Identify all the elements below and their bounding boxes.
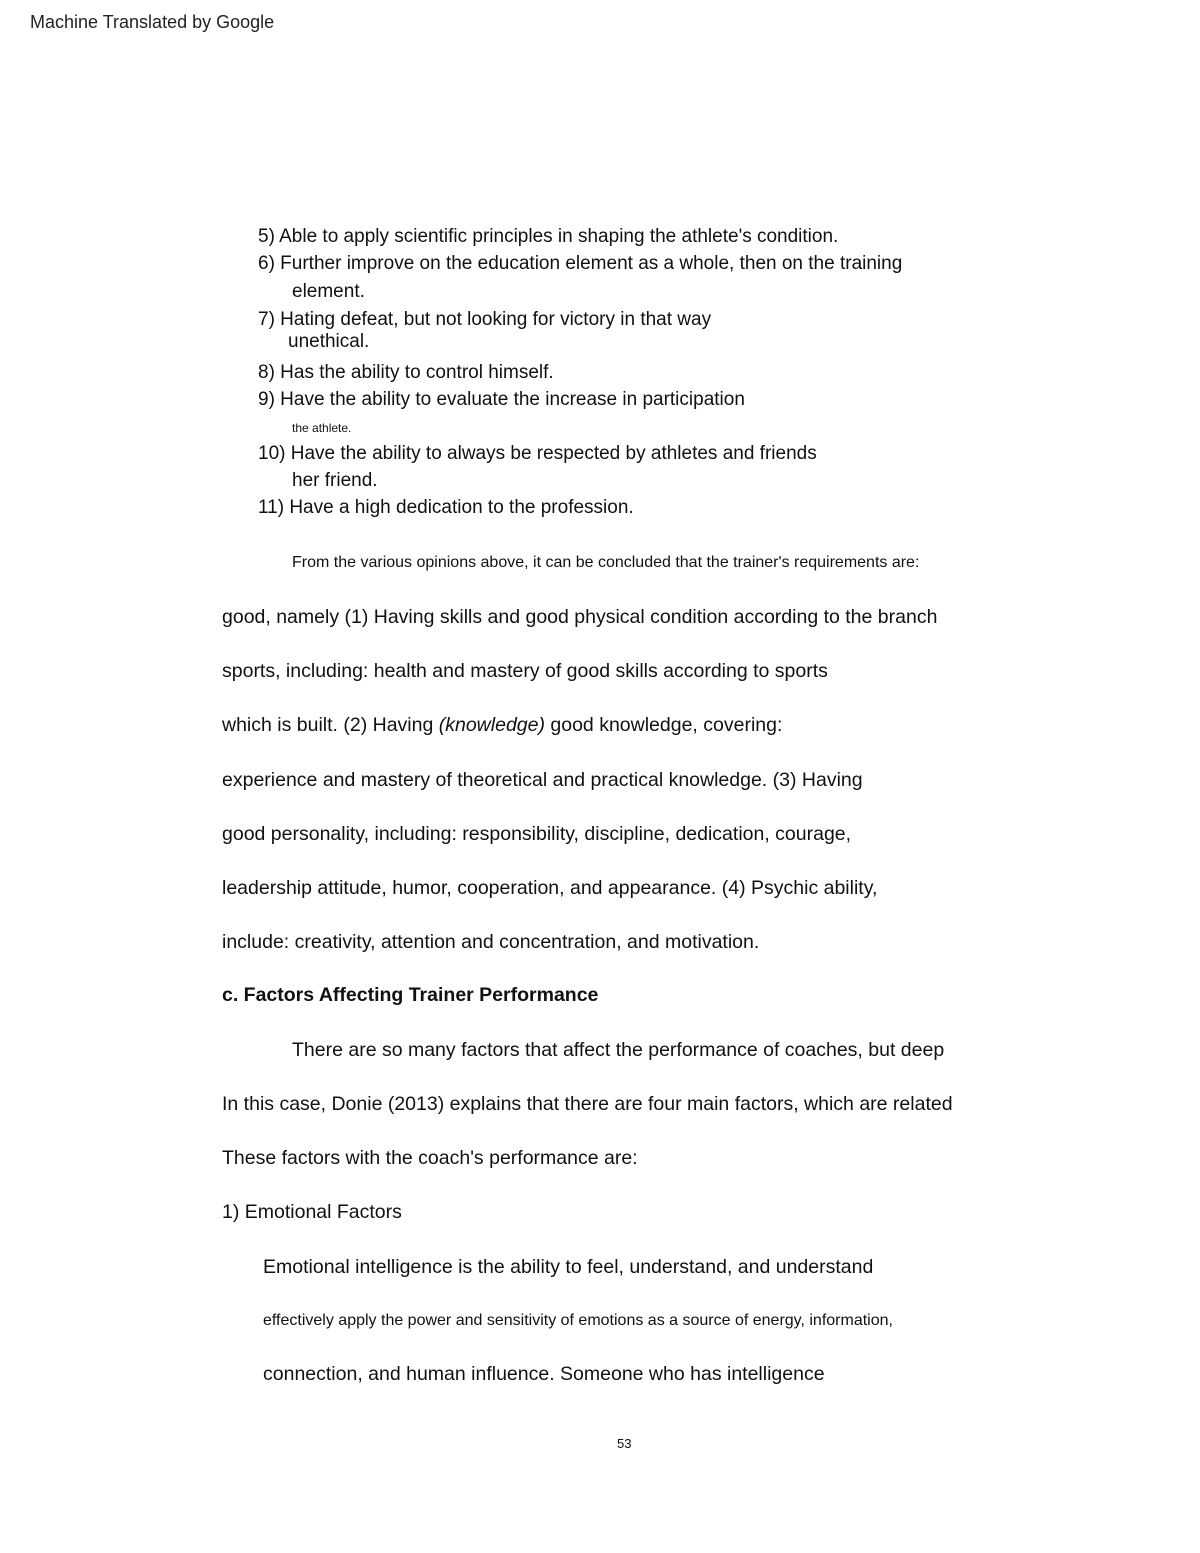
translation-note: Machine Translated by Google [30,12,275,32]
italic-term: (knowledge) [438,714,545,736]
page-number: 53 [617,1436,632,1451]
paragraph-line: include: creativity, attention and concentration, and motivation. [222,931,760,953]
subheading: 1) Emotional Factors [222,1201,402,1223]
list-item-7: 7) Hating defeat, but not looking for victory in that way [258,309,712,330]
paragraph-line: good, namely (1) Having skills and good physical condition according to the branch [222,606,938,628]
paragraph-line: connection, and human influence. Someone who has intelligence [263,1363,825,1385]
list-item-11: 11) Have a high dedication to the profession. [258,497,634,518]
paragraph-line: There are so many factors that affect the performance of coaches, but deep [292,1039,945,1061]
list-item-9: 9) Have the ability to evaluate the increase in participation [258,389,745,410]
list-item-10: 10) Have the ability to always be respected by athletes and friends [258,443,817,464]
list-item-5: 5) Able to apply scientific principles in shaping the athlete's condition. [258,226,839,247]
list-item-6-continued: element. [292,281,365,302]
paragraph-line [222,713,782,737]
section-heading: c. Factors Affecting Trainer Performance [222,984,599,1006]
list-item-8: 8) Has the ability to control himself. [258,362,554,383]
list-item-6: 6) Further improve on the education element as a whole, then on the training [258,253,903,274]
paragraph-line: experience and mastery of theoretical and practical knowledge. (3) Having [222,769,863,791]
paragraph-line: good personality, including: responsibility, discipline, dedication, courage, [222,823,852,845]
paragraph-line: sports, including: health and mastery of good skills according to sports [222,660,828,682]
text-run: which is built. (2) Having [222,714,439,736]
paragraph-line: effectively apply the power and sensitivity of emotions as a source of energy, information, [263,1312,893,1329]
paragraph-line: leadership attitude, humor, cooperation, and appearance. (4) Psychic ability, [222,877,878,899]
paragraph-line: These factors with the coach's performance are: [222,1147,638,1169]
list-item-7-continued: unethical. [288,331,370,352]
paragraph-line: In this case, Donie (2013) explains that there are four main factors, which are related [222,1093,953,1115]
list-item-10-continued: her friend. [292,470,378,491]
paragraph-line: Emotional intelligence is the ability to feel, understand, and understand [263,1256,874,1278]
list-item-9-continued: the athlete. [292,421,352,435]
paragraph-line: From the various opinions above, it can be concluded that the trainer's requirements are: [292,554,920,571]
text-run: good knowledge, covering: [544,714,783,736]
